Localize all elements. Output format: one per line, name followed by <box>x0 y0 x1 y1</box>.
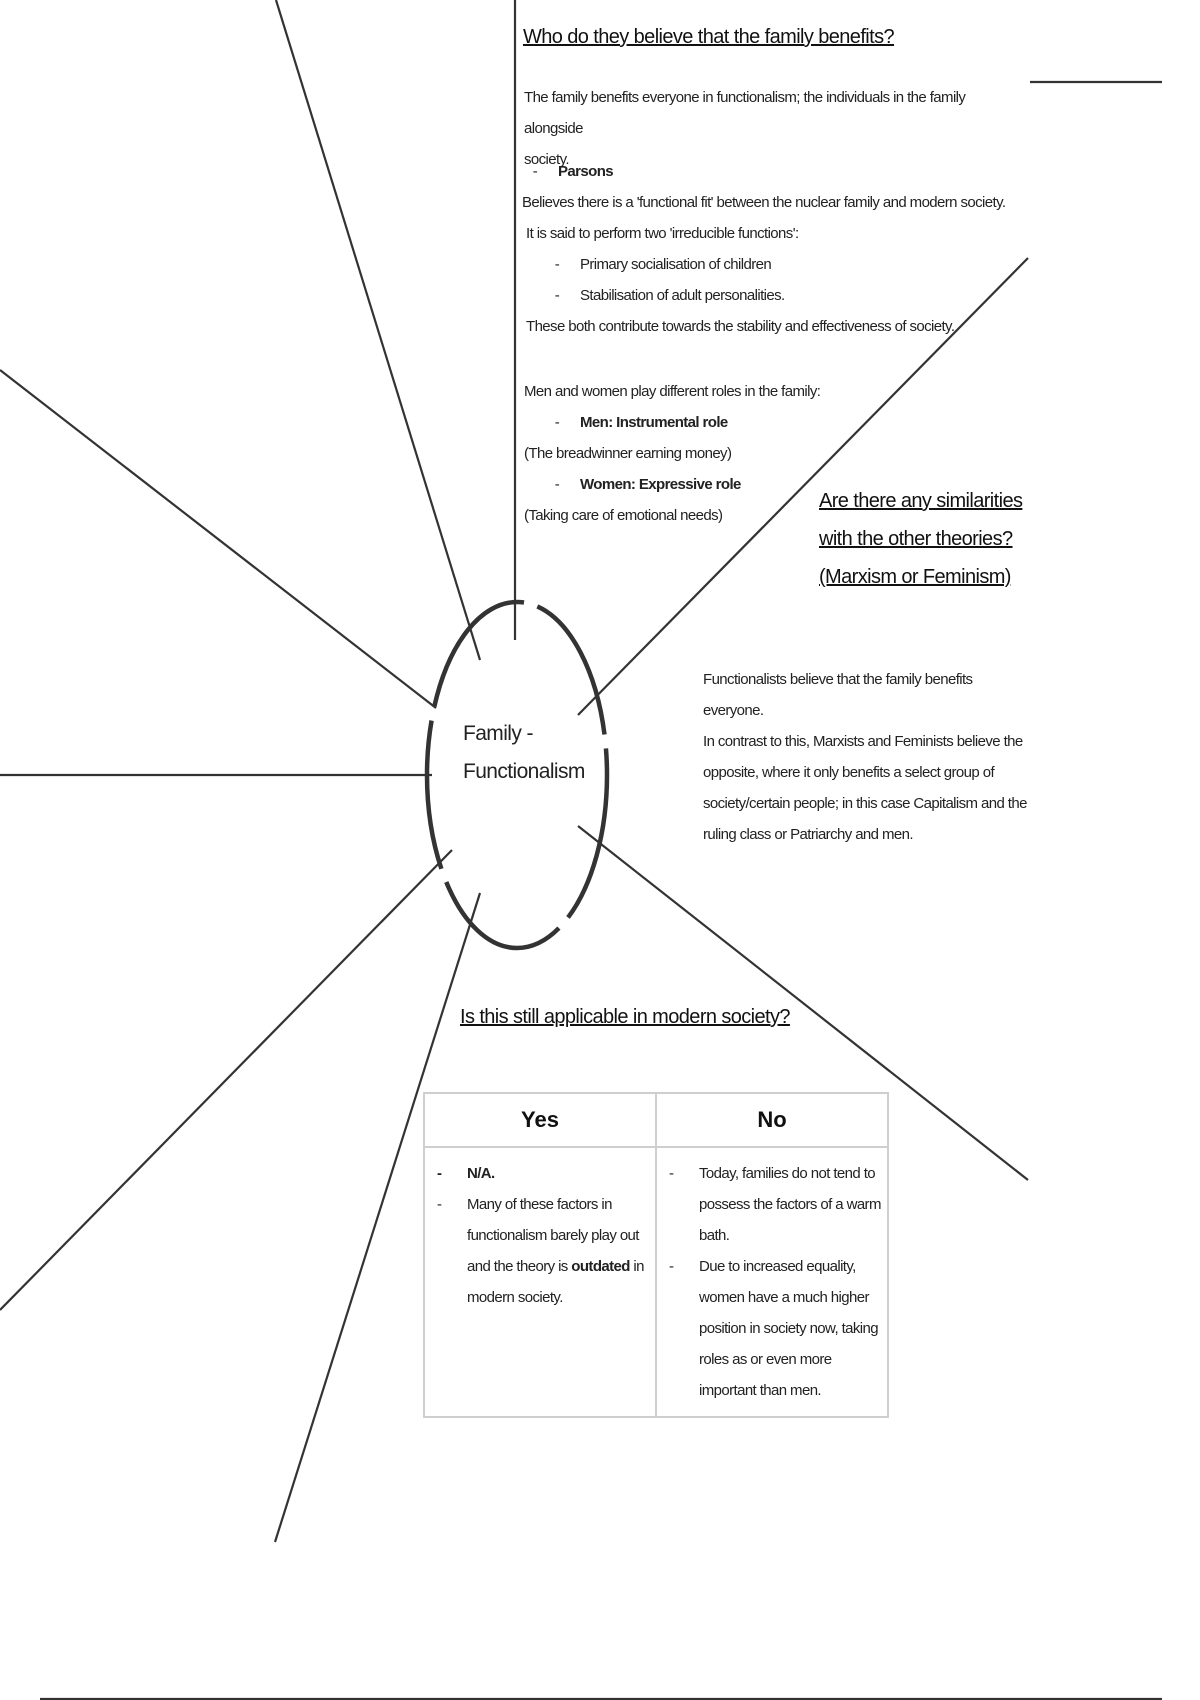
yes-point-2-a: Many of these factors in functionalism barely play out and the theory is <box>467 1196 639 1275</box>
table-row <box>424 1147 888 1417</box>
parsons-line-1: Believes there is a 'functional fit' between the nuclear family and modern society. <box>522 194 1006 211</box>
function-1: Primary socialisation of children <box>580 256 772 273</box>
q1-heading: Who do they believe that the family benefits? <box>523 26 895 48</box>
roles-intro: Men and women play different roles in the family: <box>524 383 821 400</box>
women-desc: (Taking care of emotional needs) <box>524 507 723 524</box>
yes-point-1: N/A. <box>467 1165 495 1182</box>
no-point-2: Due to increased equality, women have a much higher position in society now, taking roles as or even more important than men. <box>699 1258 879 1399</box>
parsons-name: Parsons <box>558 163 613 180</box>
bullet: - <box>532 163 538 180</box>
bullet: - <box>554 256 560 273</box>
bullet: - <box>669 1165 674 1182</box>
table-header-row <box>424 1093 888 1147</box>
stability-line: These both contribute towards the stability and effectiveness of society. <box>526 318 955 335</box>
yes-point-2-bold: outdated <box>571 1258 630 1275</box>
center-node-label <box>463 715 585 791</box>
bullet: - <box>437 1165 442 1182</box>
col-no-header: No <box>656 1093 888 1147</box>
yes-point-2 <box>467 1189 649 1313</box>
q2-text-2: everyone. <box>703 702 764 719</box>
spoke-top-left <box>276 0 480 660</box>
q3-heading: Is this still applicable in modern society? <box>460 1006 790 1028</box>
spoke-left-lower <box>0 850 452 1310</box>
yes-cell <box>424 1147 656 1417</box>
no-cell <box>656 1147 888 1417</box>
q2-text-6: ruling class or Patriarchy and men. <box>703 826 913 843</box>
q2-heading-line-3: (Marxism or Feminism) <box>819 566 1011 588</box>
q2-heading-line-2: with the other theories? <box>819 528 1013 550</box>
q1-intro-1: The family benefits everyone in functionalism; the individuals in the family alongside <box>524 89 966 137</box>
col-yes-header: Yes <box>424 1093 656 1147</box>
men-role: Men: Instrumental role <box>580 414 728 431</box>
q2-text-1: Functionalists believe that the family benefits <box>703 671 973 688</box>
no-point-1: Today, families do not tend to possess the factors of a warm bath. <box>699 1165 881 1244</box>
q2-text-4: opposite, where it only benefits a select group of <box>703 764 995 781</box>
spoke-left-upper <box>0 370 436 708</box>
q2-body <box>703 664 1033 850</box>
q2-heading <box>819 482 1022 596</box>
q1-parsons-block <box>522 156 1042 342</box>
q2-heading-line-1: Are there any similarities <box>819 490 1023 512</box>
q2-text-3: In contrast to this, Marxists and Feminists believe the <box>703 733 1023 750</box>
center-label-line-2: Functionalism <box>463 760 585 783</box>
center-label-line-1: Family - <box>463 722 533 745</box>
function-2: Stabilisation of adult personalities. <box>580 287 785 304</box>
parsons-line-2: It is said to perform two 'irreducible functions': <box>526 225 799 242</box>
bullet: - <box>437 1196 442 1213</box>
bullet: - <box>554 476 560 493</box>
q1-intro-2: society. <box>524 151 569 168</box>
men-desc: (The breadwinner earning money) <box>524 445 732 462</box>
yes-point-2-c: in modern society. <box>467 1258 644 1306</box>
women-role: Women: Expressive role <box>580 476 741 493</box>
bullet: - <box>554 287 560 304</box>
q2-text-5: society/certain people; in this case Capitalism and the <box>703 795 1027 812</box>
yes-no-table <box>423 1092 889 1418</box>
bullet: - <box>554 414 560 431</box>
bullet: - <box>669 1258 674 1275</box>
